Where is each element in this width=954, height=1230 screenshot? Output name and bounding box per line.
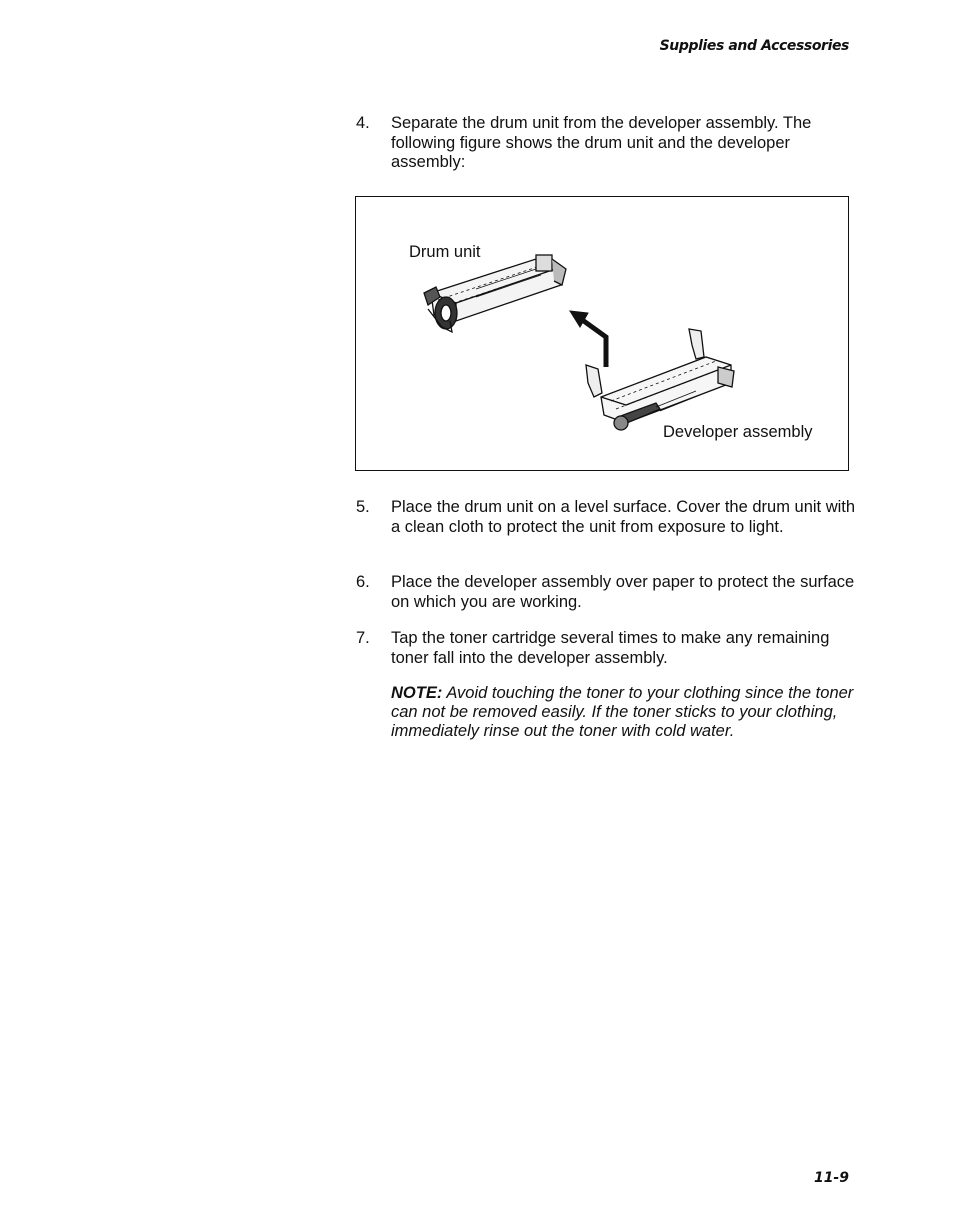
running-head: Supplies and Accessories: [659, 38, 849, 54]
developer-assembly-label: Developer assembly: [663, 423, 813, 441]
step-7: [356, 629, 861, 668]
step-text: Place the drum unit on a level surface. Cover the drum unit with a clean cloth to protect the unit from exposure to light.: [391, 498, 856, 536]
note-text: Avoid touching the toner to your clothing since the toner can not be removed easily. If the toner sticks to your clothing, immediately rinse out the toner with cold water.: [391, 684, 854, 740]
step-number: 4.: [356, 114, 370, 132]
note-label: NOTE:: [391, 684, 443, 702]
step-4: [356, 114, 861, 173]
step-6: [356, 573, 861, 612]
page-number: 11-9: [813, 1170, 849, 1186]
arrow-icon: [570, 311, 606, 367]
figure-drum-developer: [355, 196, 849, 471]
step-text: Tap the toner cartridge several times to make any remaining toner fall into the developer assembly.: [391, 629, 830, 667]
step-number: 7.: [356, 629, 370, 647]
step-5: [356, 498, 861, 537]
drum-unit-label: Drum unit: [409, 243, 481, 261]
step-number: 5.: [356, 498, 370, 516]
note: [391, 684, 863, 741]
step-text: Place the developer assembly over paper to protect the surface on which you are working.: [391, 573, 855, 611]
step-text: Separate the drum unit from the developer assembly. The following figure shows the drum unit and the developer assembly:: [391, 114, 812, 171]
drum-unit-drawing: [424, 255, 566, 332]
step-number: 6.: [356, 573, 370, 591]
